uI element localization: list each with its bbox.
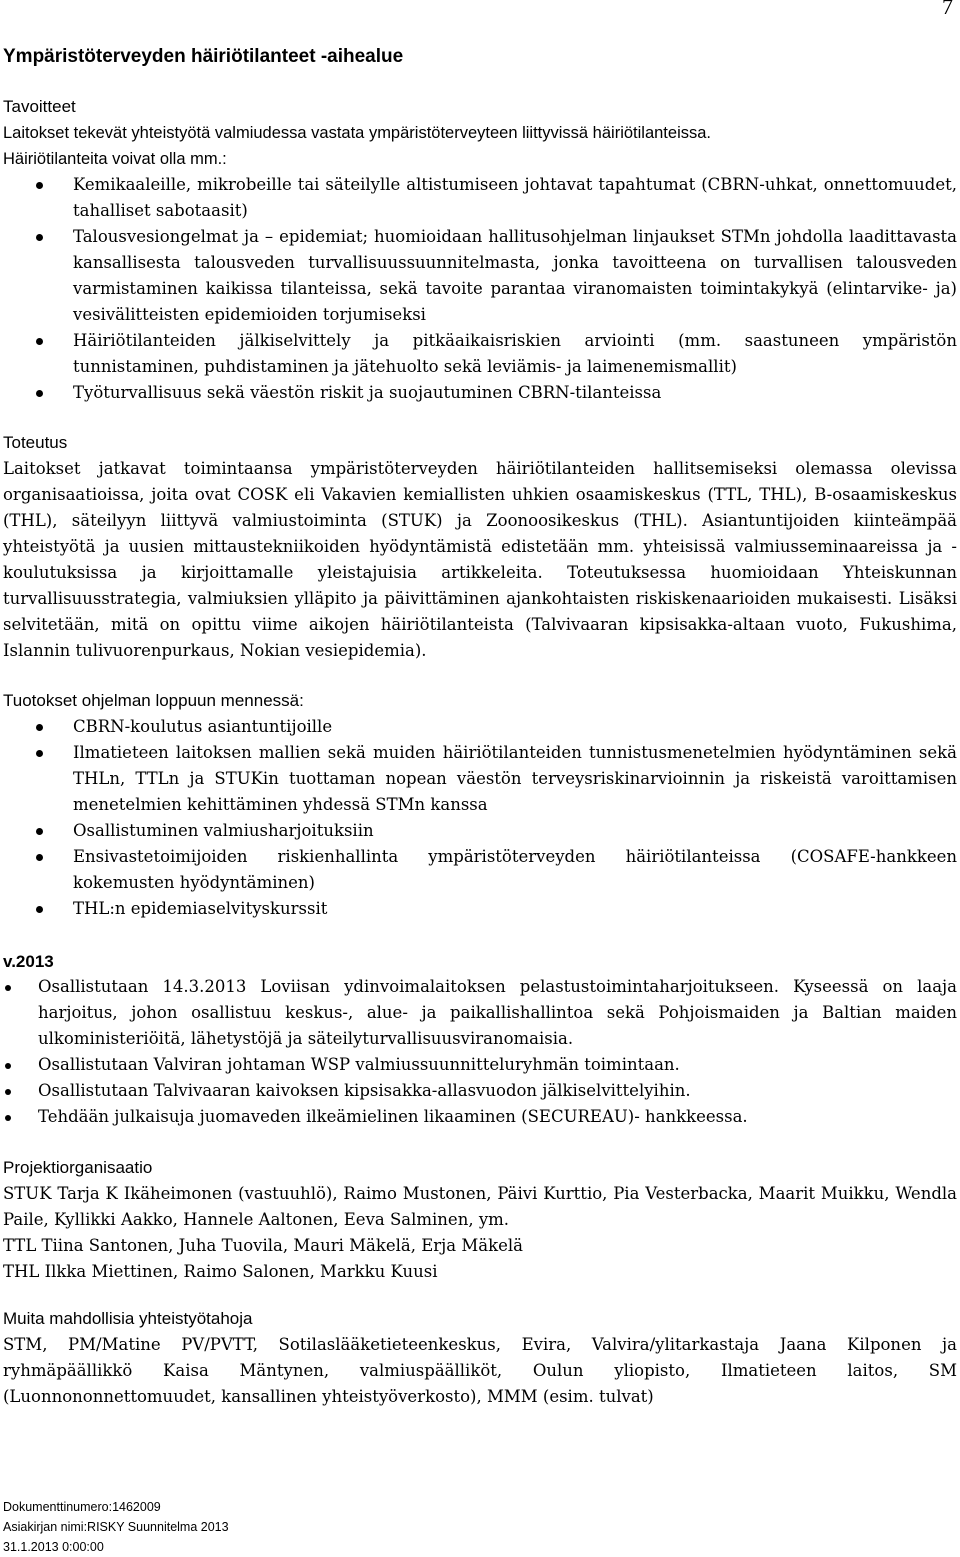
tuotokset-list bbox=[3, 714, 957, 922]
tavoitteet-line2: Häiriötilanteita voivat olla mm.: bbox=[3, 150, 227, 168]
bullet-icon bbox=[36, 906, 43, 913]
toteutus-heading: Toteutus bbox=[3, 433, 68, 452]
projektiorganisaatio-section bbox=[3, 1155, 957, 1285]
list-item: Ensivastetoimijoiden riskienhallinta ympäristöterveyden häiriötilanteissa (COSAFE-hankkeen kokemusten hyödyntäminen) bbox=[3, 844, 957, 896]
muita-text: STM, PM/Matine PV/PVTT, Sotilaslääketieteenkeskus, Evira, Valvira/ylitarkastaja Jaana Kilponen ja ryhmäpäällikkö Kaisa Mäntynen, valmiuspäälliköt, Oulun yliopisto, Ilmatieteen laitos, SM (Luonnononnettomuudet, kansallinen yhteistyöverkosto), MMM (esim. tulvat) bbox=[3, 1335, 957, 1406]
toteutus-text: Laitokset jatkavat toimintaansa ympäristöterveyden häiriötilanteiden hallitsemiseksi olemassa olevissa organisaatioissa, joita ovat COSK eli Vakavien kemiallisten uhkien osaamiskeskus (TTL, THL), B-osaamiskeskus (THL), säteilyyn liittyvä valmiustoiminta (STUK) ja Zoonoosikeskus (THL). Asiantuntijoiden kiinteämpää yhteistyötä ja uusien mittaustekniikoiden hyödyntämistä edistetään mm. yhteisissä valmiusseminaareissa ja -koulutuksissa ja kirjoittamalle yleistajuisia artikkeleita. Toteutuksessa huomioidaan Yhteiskunnan turvallisuusstrategia, valmiuksien ylläpito ja päivittäminen ajankohtaisten riskiskenaarioiden mukaisesti. Lisäksi selvitetään, mitä on opittu viime aikojen häiriötilanteista (Talvivaaran kipsisakka-altaan vuoto, Fukushima, Islannin tulivuorenpurkaus, Nokian vesiepidemia). bbox=[3, 459, 957, 660]
tavoitteet-list bbox=[3, 172, 957, 406]
bullet-icon bbox=[36, 338, 43, 345]
toteutus-section bbox=[3, 430, 957, 664]
muita-heading: Muita mahdollisia yhteistyötahoja bbox=[3, 1309, 253, 1328]
list-item: Talousvesiongelmat ja – epidemiat; huomioidaan hallitusohjelman linjaukset STMn johdolla laadittavasta kansallisesta talousveden turvallisuussuunnitelmasta, jonka tavoitteena on turvallisen talousveden varmistaminen kaikissa tilanteissa, sekä tavoite parantaa viranomaisten toimintakykyä (elintarvike- ja) vesivälitteisten epidemioiden torjumiseksi bbox=[3, 224, 957, 328]
bullet-icon bbox=[36, 724, 43, 731]
bullet-icon bbox=[5, 985, 11, 991]
footer-document-name: Asiakirjan nimi:RISKY Suunnitelma 2013 bbox=[3, 1520, 229, 1534]
projektiorganisaatio-heading: Projektiorganisaatio bbox=[3, 1158, 153, 1177]
list-item: Häiriötilanteiden jälkiselvittely ja pitkäaikaisriskien arviointi (mm. saastuneen ympäristön tunnistaminen, puhdistaminen ja jätehuolto sekä leviämis- ja laimenemismallit) bbox=[3, 328, 957, 380]
footer-date: 31.1.2013 0:00:00 bbox=[3, 1540, 104, 1554]
list-item: Kemikaaleille, mikrobeille tai säteilylle altistumiseen johtavat tapahtumat (CBRN-uhkat, onnettomuudet, tahalliset sabotaasit) bbox=[3, 172, 957, 224]
bullet-icon bbox=[36, 182, 43, 189]
bullet-icon bbox=[36, 854, 43, 861]
list-item: Työturvallisuus sekä väestön riskit ja suojautuminen CBRN-tilanteissa bbox=[3, 380, 957, 406]
bullet-icon bbox=[36, 828, 43, 835]
bullet-icon bbox=[36, 234, 43, 241]
list-item: Tehdään julkaisuja juomaveden ilkeämielinen likaaminen (SECUREAU)- hankkeessa. bbox=[3, 1104, 957, 1130]
list-item: Osallistutaan Talvivaaran kaivoksen kipsisakka-allasvuodon jälkiselvittelyihin. bbox=[3, 1078, 957, 1104]
bullet-icon bbox=[5, 1063, 11, 1069]
list-item: Osallistutaan 14.3.2013 Loviisan ydinvoimalaitoksen pelastustoimintaharjoitukseen. Kyseessä on laaja harjoitus, johon osallistuu keskus-, alue- ja paikallishallintoa sekä Pohjoismaiden ja Baltian maiden ulkoministeriöitä, lähetystöjä ja säteilyturvallisuusviranomaisia. bbox=[3, 974, 957, 1052]
tavoitteet-section bbox=[3, 94, 957, 172]
stuk-members: STUK Tarja K Ikäheimonen (vastuuhlö), Raimo Mustonen, Päivi Kurttio, Pia Vesterbacka, Maarit Muikku, Wendla Paile, Kyllikki Aakko, Hannele Aaltonen, Eeva Salminen, ym. bbox=[3, 1184, 957, 1229]
bullet-icon bbox=[36, 750, 43, 757]
muita-section bbox=[3, 1306, 957, 1410]
bullet-icon bbox=[5, 1115, 11, 1121]
page-number: 7 bbox=[942, 0, 953, 19]
list-item: Ilmatieteen laitoksen mallien sekä muiden häiriötilanteiden tunnistusmenetelmien hyödyntäminen sekä THLn, TTLn ja STUKin tuottaman nopean väestön terveysriskinarvioinnin ja riskeistä varoittamisen menetelmien kehittäminen yhdessä STMn kanssa bbox=[3, 740, 957, 818]
footer-document-number: Dokumenttinumero:1462009 bbox=[3, 1500, 161, 1514]
tuotokset-section bbox=[3, 688, 957, 714]
footer bbox=[3, 1497, 229, 1557]
tuotokset-heading: Tuotokset ohjelman loppuun mennessä: bbox=[3, 691, 304, 710]
v2013-heading: v.2013 bbox=[3, 952, 54, 971]
list-item: THL:n epidemiaselvityskurssit bbox=[3, 896, 957, 922]
list-item: Osallistutaan Valviran johtaman WSP valmiussuunnitteluryhmän toimintaan. bbox=[3, 1052, 957, 1078]
bullet-icon bbox=[5, 1089, 11, 1095]
v2013-list bbox=[3, 974, 957, 1130]
thl-members: THL Ilkka Miettinen, Raimo Salonen, Markku Kuusi bbox=[3, 1262, 438, 1281]
ttl-members: TTL Tiina Santonen, Juha Tuovila, Mauri Mäkelä, Erja Mäkelä bbox=[3, 1236, 523, 1255]
list-item: CBRN-koulutus asiantuntijoille bbox=[3, 714, 957, 740]
tavoitteet-heading: Tavoitteet bbox=[3, 97, 76, 116]
tavoitteet-line1: Laitokset tekevät yhteistyötä valmiudessa vastata ympäristöterveyteen liittyvissä häiriötilanteissa. bbox=[3, 124, 711, 142]
bullet-icon bbox=[36, 390, 43, 397]
list-item: Osallistuminen valmiusharjoituksiin bbox=[3, 818, 957, 844]
page-title: Ympäristöterveyden häiriötilanteet -aihealue bbox=[3, 46, 404, 67]
